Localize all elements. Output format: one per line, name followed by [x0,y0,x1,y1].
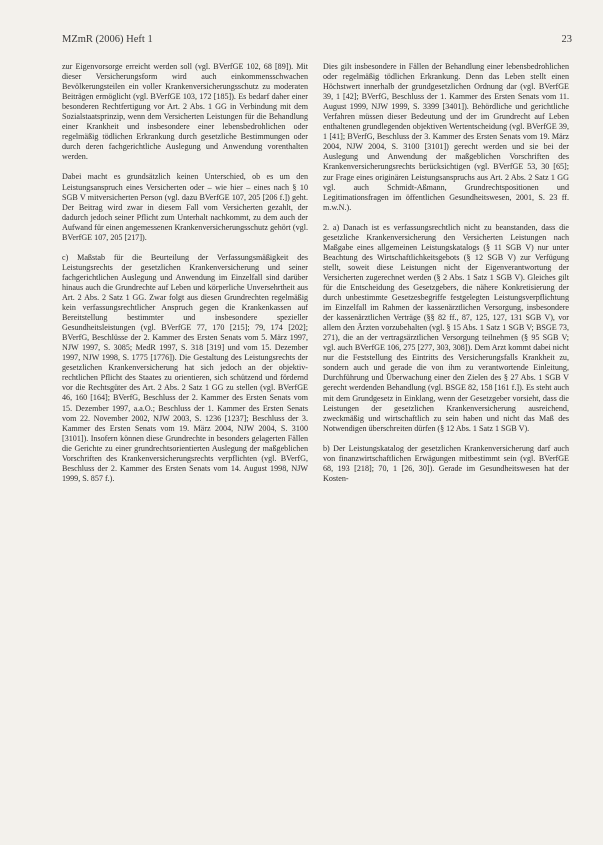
journal-title: MZmR (2006) Heft 1 [62,34,153,45]
page-number: 23 [561,34,572,45]
left-column [62,62,308,494]
paragraph: c) Maßstab für die Beurteilung der Verfassungsmäßigkeit des Leistungsrechts der gesetzlichen Krankenversicherung und seiner fachgerichtlichen Auslegung und Anwendung im Einzelfall sind darüber hinaus auch die Grundrechte auf Leben und körperliche Unversehrtheit aus Art. 2 Abs. 2 Satz 1 GG. Zwar folgt aus diesen Grundrechten regelmäßig kein verfassungsrechtlicher Anspruch gegen die Krankenkassen auf Bereitstellung bestimmter und insbesondere spezieller Gesundheitsleistungen (vgl. BVerfGE 77, 170 [215]; 79, 174 [202]; BVerfG, Beschlüsse der 2. Kammer des Ersten Senats vom 5. März 1997, NJW 1997, S. 3085; MedR 1997, S. 318 [319] und vom 15. Dezember 1997, NJW 1998, S. 1775 [1776]). Die Gestaltung des Leistungsrechts der gesetzlichen Krankenversicherung hat sich jedoch an der objektiv-rechtlichen Pflicht des Staates zu orientieren, sich schützend und fördernd vor die Rechtsgüter des Art. 2 Abs. 2 Satz 1 GG zu stellen (vgl. BVerfGE 46, 160 [164]; BVerfG, Beschluss der 2. Kammer des Ersten Senats vom 15. Dezember 1997, a.a.O.; Beschluss der 1. Kammer des Ersten Senats vom 22. November 2002, NJW 2003, S. 1236 [1237]; Beschluss der 3. Kammer des Ersten Senats vom 19. März 2004, NJW 2004, S. 3100 [3101]). Insofern können diese Grundrechte in besonders gelagerten Fällen die Gerichte zu einer grundrechtsorientierten Auslegung der maßgeblichen Vorschriften des Krankenversicherungsrechts verpflichten (vgl. BVerfG, Beschluss der 2. Kammer des Ersten Senats vom 14. August 1998, NJW 1999, S. 857 f.). [62,252,308,483]
paragraph: zur Eigenvorsorge erreicht werden soll (vgl. BVerfGE 102, 68 [89]). Mit dieser Versicherungsform wird auch einkommensschwachen Bevölkerungsteilen ein voller Krankenversicherungsschutz zu moderaten Beiträgen ermöglicht (vgl. BVerfGE 103, 172 [185]). Es bedarf daher einer besonderen Rechtfertigung vor Art. 2 Abs. 1 GG in Verbindung mit dem Sozialstaatsprinzip, wenn dem Versicherten Leistungen für die Behandlung einer Krankheit und insbesondere einer lebensbedrohlichen oder regelmäßig tödlichen Erkrankung durch gesetzliche Bestimmungen oder durch deren fachgerichtliche Auslegung und Anwendung vorenthalten werden. [62,62,308,162]
paragraph: Dies gilt insbesondere in Fällen der Behandlung einer lebensbedrohlichen oder regelmäßig tödlichen Erkrankung. Denn das Leben stellt einen Höchstwert innerhalb der grundgesetzlichen Ordnung dar (vgl. BVerfGE 39, 1 [42]; BVerfG, Beschluss der 1. Kammer des Ersten Senats vom 11. August 1999, NJW 1999, S. 3399 [3401]). Behördliche und gerichtliche Verfahren müssen dieser Bedeutung und der im Grundrecht auf Leben enthaltenen grundlegenden objektiven Wertentscheidung (vgl. BVerfGE 39, 1 [41]; BVerfG, Beschluss der 3. Kammer des Ersten Senats vom 19. März 2004, NJW 2004, S. 3100 [3101]) gerecht werden und sie bei der Auslegung und Anwendung der maßgeblichen Vorschriften des Krankenversicherungsrechts berücksichtigen (vgl. BVerfGE 53, 30 [65]; zur Frage eines originären Leistungsanspruchs aus Art. 2 Abs. 2 Satz 1 GG vgl. auch Schmidt-Aßmann, Grundrechtspositionen und Legitimationsfragen im öffentlichen Gesundheitswesen, 2001, S. 23 ff. m.w.N.). [323,62,569,212]
paragraph: b) Der Leistungskatalog der gesetzlichen Krankenversicherung darf auch von finanzwirtschaftlichen Erwägungen mitbestimmt sein (vgl. BVerfGE 68, 193 [218]; 70, 1 [26, 30]). Gerade im Gesundheitswesen hat der Kosten- [323,443,569,483]
paragraph: 2. a) Danach ist es verfassungsrechtlich nicht zu beanstanden, dass die gesetzliche Krankenversicherung den Versicherten Leistungen nach Maßgabe eines allgemeinen Leistungskatalogs (§ 11 SGB V) nur unter Beachtung des Wirtschaftlichkeitsgebots (§ 12 SGB V) zur Verfügung stellt, soweit diese Leistungen nicht der Eigenverantwortung der Versicherten zugerechnet werden (§ 2 Abs. 1 Satz 1 SGB V). Gleiches gilt für die Entscheidung des Gesetzgebers, die nähere Konkretisierung der durch unbestimmte Gesetzesbegriffe festgelegten Leistungsverpflichtung im Einzelfall im Rahmen der kassenärztlichen Versorgung, insbesondere der kassenärztlichen Verträge (§§ 82 ff., 87, 125, 127, 131 SGB V), vor allem den Ärzten vorzubehalten (vgl. § 15 Abs. 1 Satz 1 SGB V; BSGE 73, 271), die an der vertragsärztlichen Versorgung teilnehmen (§ 95 SGB V; vgl. auch BVerfGE 106, 275 [277, 303, 308]). Dem Arzt kommt dabei nicht nur die Feststellung des Eintritts des Versicherungsfalls Krankheit zu, sondern auch und gerade die von ihm zu verantwortende Einleitung, Durchführung und Überwachung einer den Zielen des § 27 Abs. 1 SGB V gerecht werdenden Behandlung (vgl. BSGE 82, 158 [161 f.]). Es steht auch mit dem Grundgesetz in Einklang, wenn der Gesetzgeber vorsieht, dass die Leistungen der gesetzlichen Krankenversicherung ausreichend, zweckmäßig und wirtschaftlich zu sein haben und nicht das Maß des Notwendigen überschreiten dürfen (§ 12 Abs. 1 Satz 1 SGB V). [323,222,569,433]
right-column [323,62,569,494]
paragraph: Dabei macht es grundsätzlich keinen Unterschied, ob es um den Leistungsanspruch eines Versicherten oder – wie hier – eines nach § 10 SGB V mitversicherten Person (vgl. dazu BVerfGE 107, 205 [206 f.]) geht. Der Beitrag wird zwar in diesem Fall vom Versicherten gezahlt, der dadurch jedoch seiner Pflicht zum Unterhalt nachkommt, zu dem auch der Aufwand für einen angemessenen Krankenversicherungsschutz gehört (vgl. BVerfGE 107, 205 [217]). [62,172,308,242]
running-header [62,34,572,48]
